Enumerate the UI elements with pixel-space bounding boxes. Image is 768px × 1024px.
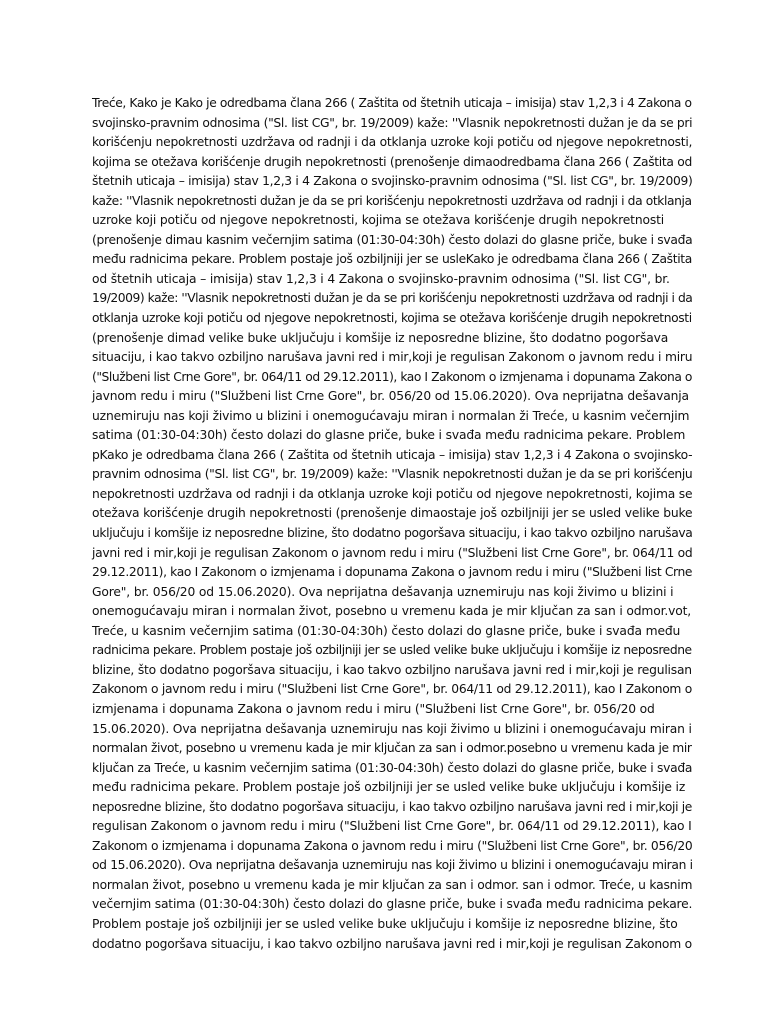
text-line: kaže: ''Vlasnik nepokretnosti dužan je da se pri korišćenju nepokretnosti uzdržava od radnji i da otklanja: [92, 193, 692, 208]
text-line: otklanja uzroke koji potiču od njegove nepokretnosti, kojima se otežava korišćenje drugih nepokretnosti: [92, 311, 692, 326]
text-line: Zakonom o javnom redu i miru ("Službeni list Crne Gore", br. 064/11 od 29.12.2011), kao I Zakonom o: [92, 682, 692, 697]
text-line: pKako je odredbama člana 266 ( Zaštita od štetnih uticaja – imisija) stav 1,2,3 i 4 Zakona o svojinsko-: [92, 447, 693, 462]
text-line: (prenošenje dimad velike buke uključuju i komšije iz neposredne blizine, što dodatno pogoršava: [92, 330, 669, 345]
text-line: uključuju i komšije iz neposredne blizine, što dodatno pogoršava situaciju, i kao takvo ozbiljno narušava: [92, 526, 693, 541]
text-line: otežava korišćenje drugih nepokretnosti (prenošenje dimaostaje još ozbiljniji jer se usled velike buke: [92, 506, 693, 521]
text-line: 19/2009) kaže: ''Vlasnik nepokretnosti dužan je da se pri korišćenju nepokretnosti uzdržava od radnji i da: [92, 291, 693, 306]
text-line: javni red i mir,koji je regulisan Zakonom o javnom redu i miru ("Službeni list Crne Gore", br. 064/11 od: [92, 545, 693, 560]
text-line: nepokretnosti uzdržava od radnji i da otklanja uzroke koji potiču od njegove nepokretnosti, kojima se: [92, 486, 693, 501]
text-line: večernjim satima (01:30-04:30h) često dolazi do glasne priče, buke i svađa među radnicima pekare.: [92, 897, 693, 912]
text-line: blizine, što dodatno pogoršava situaciju, i kao takvo ozbiljno narušava javni red i mir,koji je regulisan: [92, 662, 692, 677]
text-line: Problem postaje još ozbiljniji jer se usled velike buke uključuju i komšije iz neposredne blizine, što: [92, 916, 678, 931]
text-line: uzroke koji potiču od njegove nepokretnosti, kojima se otežava korišćenje drugih nepokretnosti: [92, 213, 665, 228]
text-line: ("Službeni list Crne Gore", br. 064/11 od 29.12.2011), kao I Zakonom o izmjenama i dopunama Zakona o: [92, 369, 692, 384]
text-line: radnicima pekare. Problem postaje još ozbiljniji jer se usled velike buke uključuju i komšije iz neposredne: [92, 643, 692, 658]
body-text: [92, 94, 692, 954]
text-line: među radnicima pekare. Problem postaje još ozbiljniji jer se usleKako je odredbama člana 266 ( Zaštita: [92, 252, 692, 267]
text-line: regulisan Zakonom o javnom redu i miru ("Službeni list Crne Gore", br. 064/11 od 29.12.2011), kao I: [92, 819, 692, 834]
text-line: (prenošenje dimau kasnim večernjim satima (01:30-04:30h) često dolazi do glasne priče, buke i svađa: [92, 232, 693, 247]
text-line: 29.12.2011), kao I Zakonom o izmjenama i dopunama Zakona o javnom redu i miru ("Službeni list Crne: [92, 565, 693, 580]
text-line: pravnim odnosima ("Sl. list CG", br. 19/2009) kaže: ''Vlasnik nepokretnosti dužan je da se pri korišćenju: [92, 467, 693, 482]
text-line: kojima se otežava korišćenje drugih nepokretnosti (prenošenje dimaodredbama člana 266 ( Zaštita od: [92, 154, 692, 169]
text-line: neposredne blizine, što dodatno pogoršava situaciju, i kao takvo ozbiljno narušava javni red i mir,koji je: [92, 799, 692, 814]
text-line: situaciju, i kao takvo ozbiljno narušava javni red i mir,koji je regulisan Zakonom o javnom redu i miru: [92, 350, 693, 365]
text-line: normalan život, posebno u vremenu kada je mir ključan za san i odmor. san i odmor. Treće, u kasnim: [92, 877, 693, 892]
text-line: uznemiruju nas koji živimo u blizini i onemogućavaju miran i normalan ži Treće, u kasnim večernjim: [92, 408, 690, 423]
text-line: Zakonom o izmjenama i dopunama Zakona o javnom redu i miru ("Službeni list Crne Gore", br. 056/20: [92, 838, 693, 853]
text-line: štetnih uticaja – imisija) stav 1,2,3 i 4 Zakona o svojinsko-pravnim odnosima ("Sl. list CG", br. 19/2009): [92, 174, 693, 189]
text-line: među radnicima pekare. Problem postaje još ozbiljniji jer se usled velike buke uključuju i komšije iz: [92, 780, 686, 795]
text-line: Treće, u kasnim večernjim satima (01:30-04:30h) često dolazi do glasne priče, buke i svađa među: [92, 623, 681, 638]
text-line: svojinsko-pravnim odnosima ("Sl. list CG", br. 19/2009) kaže: ''Vlasnik nepokretnosti dužan je da se pri: [92, 115, 693, 130]
text-line: satima (01:30-04:30h) često dolazi do glasne priče, buke i svađa među radnicima pekare. Problem: [92, 428, 686, 443]
text-line: korišćenju nepokretnosti uzdržava od radnji i da otklanja uzroke koji potiču od njegove nepokretnosti,: [92, 135, 693, 150]
text-line: onemogućavaju miran i normalan život, posebno u vremenu kada je mir ključan za san i odmor.vot,: [92, 604, 692, 619]
text-line: Treće, Kako je Kako je odredbama člana 266 ( Zaštita od štetnih uticaja – imisija) stav 1,2,3 i 4 Zakona o: [92, 96, 692, 110]
text-line: od 15.06.2020). Ova neprijatna dešavanja uznemiruju nas koji živimo u blizini i onemogućavaju miran i: [92, 858, 693, 873]
text-line: javnom redu i miru ("Službeni list Crne Gore", br. 056/20 od 15.06.2020). Ova neprijatna dešavanja: [92, 389, 689, 404]
text-line: Gore", br. 056/20 od 15.06.2020). Ova neprijatna dešavanja uznemiruju nas koji živimo u blizini i: [92, 584, 674, 599]
text-line: normalan život, posebno u vremenu kada je mir ključan za san i odmor.posebno u vremenu kada je mir: [92, 741, 692, 756]
text-line: od štetnih uticaja – imisija) stav 1,2,3 i 4 Zakona o svojinsko-pravnim odnosima ("Sl. list CG", br.: [92, 271, 670, 286]
text-line: 15.06.2020). Ova neprijatna dešavanja uznemiruju nas koji živimo u blizini i onemogućavaju miran i: [92, 721, 692, 736]
text-line: ključan za Treće, u kasnim večernjim satima (01:30-04:30h) često dolazi do glasne priče, buke i svađa: [92, 760, 693, 775]
text-line: dodatno pogoršava situaciju, i kao takvo ozbiljno narušava javni red i mir,koji je regulisan Zakonom o: [92, 936, 692, 951]
text-line: izmjenama i dopunama Zakona o javnom redu i miru ("Službeni list Crne Gore", br. 056/20 od: [92, 701, 655, 716]
